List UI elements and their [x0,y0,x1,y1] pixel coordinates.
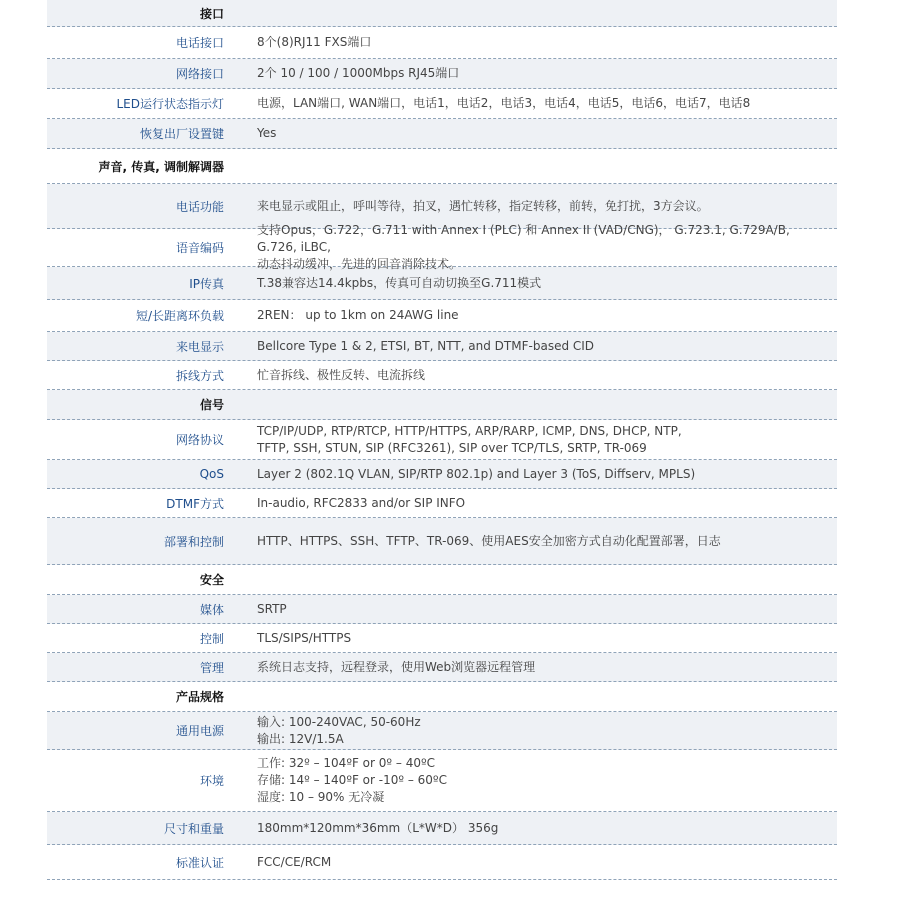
spec-value-line: 支持Opus，G.722，G.711 with Annex I (PLC) 和 Annex II (VAD/CNG)， G.723.1, G.729A/B, G.726, iLBC, [257,223,790,254]
spec-label: 尺寸和重量 [163,821,224,836]
spec-value [224,854,837,871]
spec-row [47,712,837,750]
spec-value [224,423,837,457]
spec-value-line: Layer 2 (802.1Q VLAN, SIP/RTP 802.1p) and Layer 3 (ToS, Diffserv, MPLS) [257,466,696,481]
spec-value [224,466,837,483]
spec-value-line: 来电显示或阻止，呼叫等待，拍叉，遇忙转移，指定转移，前转，免打扰，3方会议。 [257,198,709,213]
spec-row [47,624,837,653]
spec-value-line: TFTP, SSH, STUN, SIP (RFC3261), SIP over TCP/TLS, SRTP, TR-069 [257,440,647,455]
spec-row [47,27,837,59]
spec-value-line: 电源，LAN端口, WAN端口，电话1，电话2，电话3，电话4，电话5，电话6，电话7，电话8 [257,96,751,110]
spec-value-line: 2REN： up to 1km on 24AWG line [257,308,459,322]
spec-value [224,338,837,355]
section-header-row [47,149,837,184]
spec-row [47,223,837,271]
spec-value-line: 系统日志支持，远程登录，使用Web浏览器远程管理 [257,659,536,674]
spec-row [47,595,837,624]
spec-label: 通用电源 [175,724,224,738]
section-header-row [47,682,837,712]
spec-value-line: 存储: 14º – 140ºF or -10º – 60ºC [257,773,447,787]
spec-label: LED运行状态指示灯 [116,97,224,111]
spec-label: 控制 [199,631,224,646]
section-title: 声音, 传真, 调制解调器 [98,159,224,174]
spec-value-line: 2个 10 / 100 / 1000Mbps RJ45端口 [257,66,460,80]
spec-value [224,820,837,837]
spec-label: 电话接口 [175,36,224,50]
spec-row [47,489,837,518]
spec-value [224,275,837,292]
section-title: 产品规格 [175,690,224,704]
section-header-row [47,0,837,27]
spec-value-line: SRTP [257,601,287,616]
spec-value [224,495,837,512]
spec-value-line: HTTP、HTTPS、SSH、TFTP、TR-069、使用AES安全加密方式自动化配置部署，日志 [257,533,721,548]
spec-value-line: 湿度: 10 – 90% 无冷凝 [257,790,385,804]
spec-value [224,367,837,384]
spec-value-line: 动态抖动缓冲，先进的回音消除技术。 [257,257,462,271]
spec-label: 网络接口 [175,67,224,81]
spec-row [47,420,837,460]
spec-value [224,755,837,806]
spec-label: 来电显示 [175,339,224,354]
spec-value-line: In-audio, RFC2833 and/or SIP INFO [257,495,466,510]
spec-value-line: FCC/CE/RCM [257,854,332,869]
spec-value [224,601,837,618]
spec-row [47,460,837,489]
spec-label: DTMF方式 [166,496,224,511]
spec-label: 管理 [199,660,224,675]
spec-value [224,714,837,748]
spec-value-line: 8个(8)RJ11 FXS端口 [257,35,372,49]
spec-label: QoS [199,467,224,481]
section-title: 安全 [199,573,224,587]
section-title: 接口 [199,6,224,21]
spec-label: 环境 [199,774,224,788]
spec-label: 语音编码 [175,241,224,255]
spec-label: 拆线方式 [175,368,224,383]
spec-row [47,653,837,682]
spec-value [224,198,837,215]
spec-value-line: 输出: 12V/1.5A [257,731,344,746]
spec-row [47,59,837,89]
spec-value-line: Yes [257,126,277,140]
spec-row [47,89,837,119]
spec-table [47,0,837,880]
spec-label: 媒体 [199,602,224,617]
spec-value [224,222,837,273]
spec-value [224,95,837,112]
spec-value [224,307,837,324]
spec-row [47,361,837,390]
spec-value [224,65,837,82]
spec-value [224,630,837,647]
spec-row [47,332,837,361]
spec-value-line: 输入: 100-240VAC, 50-60Hz [257,714,421,729]
spec-value [224,659,837,676]
spec-label: IP传真 [189,276,224,291]
spec-value-line: 忙音拆线、极性反转、电流拆线 [257,367,426,382]
spec-value-line: TCP/IP/UDP, RTP/RTCP, HTTP/HTTPS, ARP/RARP, ICMP, DNS, DHCP, NTP, [257,423,682,438]
spec-value-line: 180mm*120mm*36mm（L*W*D） 356g [257,820,499,835]
spec-value [224,34,837,51]
spec-value-line: T.38兼容达14.4kpbs，传真可自动切换至G.711模式 [257,275,542,290]
spec-row [47,845,837,880]
spec-label: 网络协议 [175,433,224,447]
section-header-row [47,565,837,595]
spec-label: 部署和控制 [163,534,224,549]
spec-row [47,518,837,565]
spec-value-line: Bellcore Type 1 & 2, ETSI, BT, NTT, and DTMF-based CID [257,338,595,353]
section-header-row [47,390,837,420]
spec-label: 恢复出厂设置键 [139,127,224,141]
spec-row [47,750,837,812]
section-title: 信号 [199,398,224,412]
spec-value [224,533,837,550]
spec-row [47,119,837,149]
spec-row [47,300,837,332]
spec-value [224,125,837,142]
spec-row [47,812,837,845]
spec-label: 标准认证 [175,855,224,870]
spec-label: 电话功能 [175,199,224,214]
spec-value-line: TLS/SIPS/HTTPS [257,630,352,645]
spec-value-line: 工作: 32º – 104ºF or 0º – 40ºC [257,756,435,770]
spec-label: 短/长距离环负载 [135,309,224,323]
